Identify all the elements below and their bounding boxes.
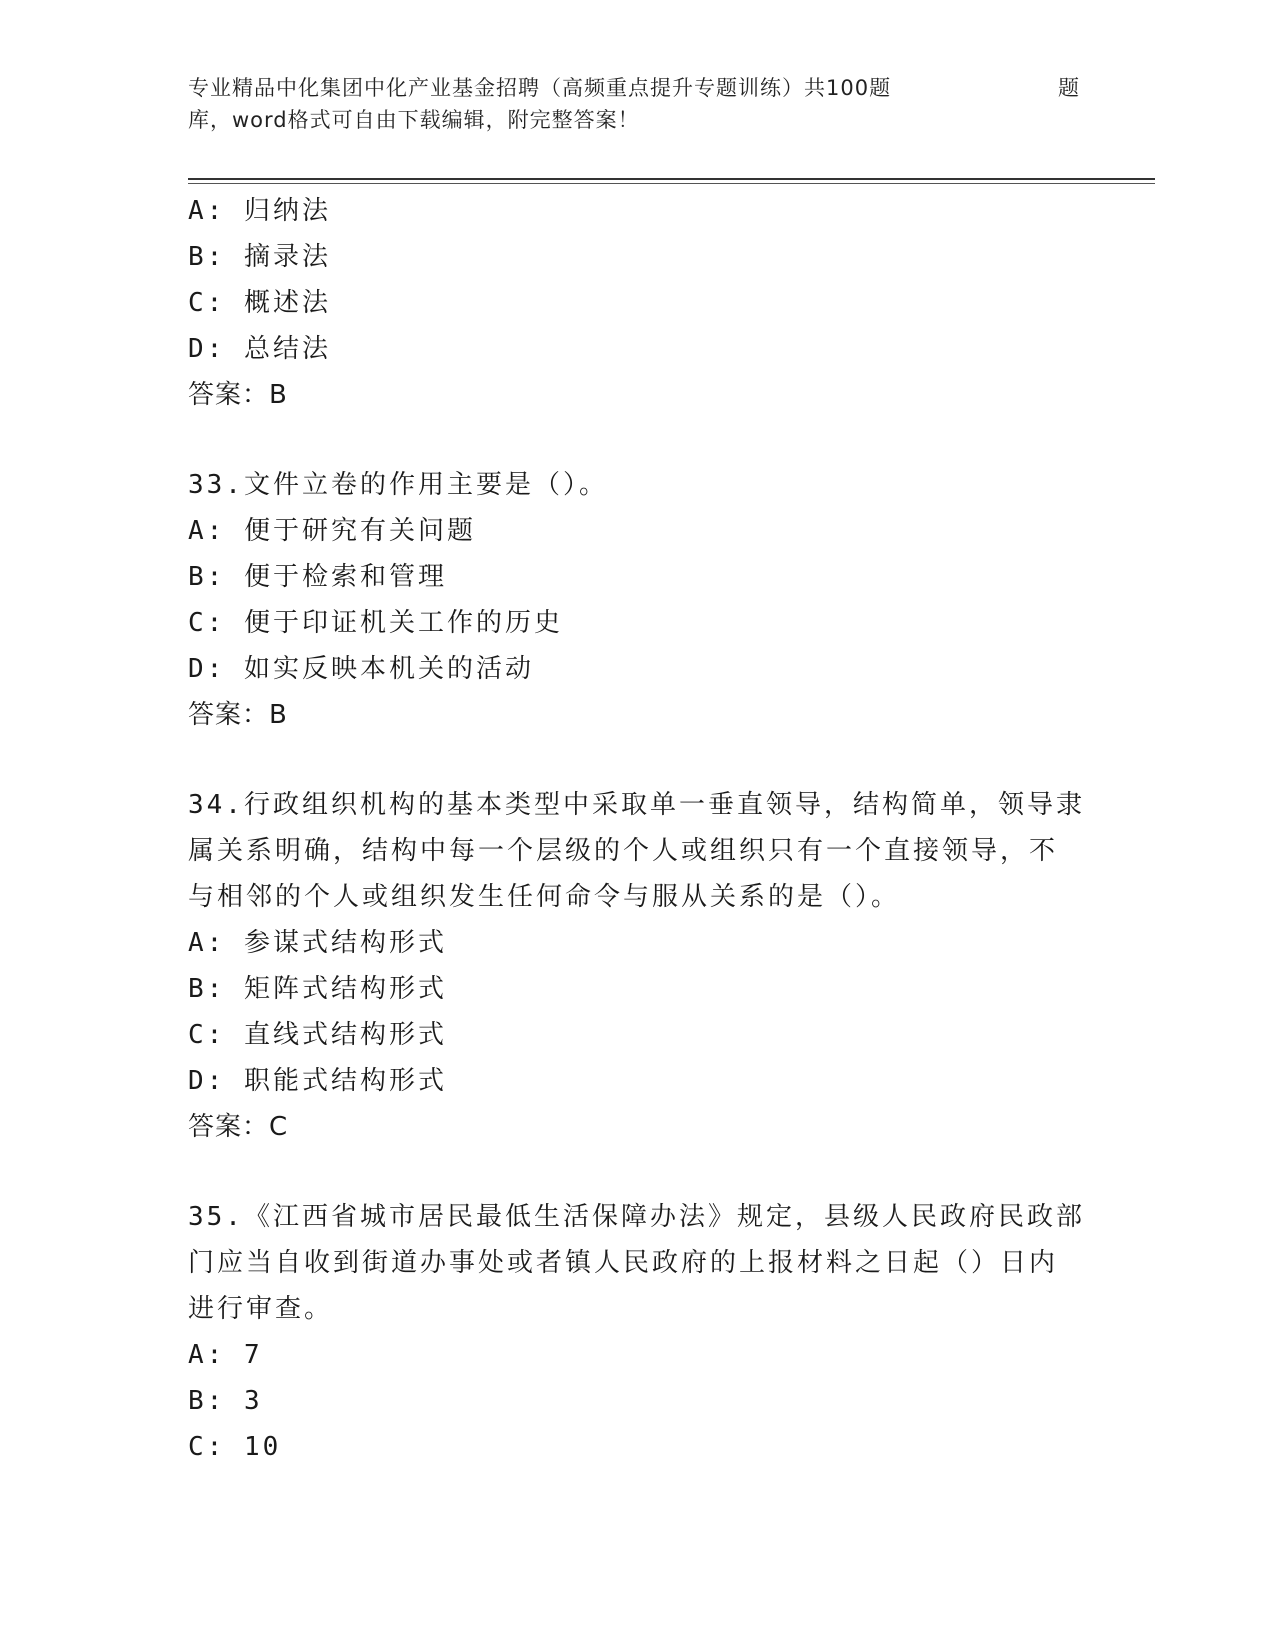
- answer-option: C: 概述法: [188, 288, 331, 318]
- question-stem-line: 属关系明确，结构中每一个层级的个人或组织只有一个直接领导，不: [188, 836, 1059, 866]
- question-spacer: [188, 418, 1088, 462]
- question-block: [188, 1194, 1088, 1470]
- answer-option: A: 归纳法: [188, 196, 331, 226]
- answer-option: D: 总结法: [188, 334, 331, 364]
- question-spacer: [188, 1150, 1088, 1194]
- header-title-line-1: [188, 72, 1088, 104]
- question-block: [188, 188, 1088, 418]
- answer-option: A: 参谋式结构形式: [188, 928, 447, 958]
- answer-option: A: 便于研究有关问题: [188, 516, 476, 546]
- question-stem-line: 33.文件立卷的作用主要是（）。: [188, 470, 608, 500]
- answer-option: B: 3: [188, 1386, 263, 1416]
- answer-key: 答案：C: [188, 1112, 289, 1142]
- header-title-trailing-char: 题: [1058, 76, 1080, 100]
- answer-option: B: 便于检索和管理: [188, 562, 447, 592]
- answer-option: D: 职能式结构形式: [188, 1066, 447, 1096]
- answer-option: D: 如实反映本机关的活动: [188, 654, 534, 684]
- question-stem-line: 与相邻的个人或组织发生任何命令与服从关系的是（）。: [188, 882, 901, 912]
- question-block: [188, 782, 1088, 1150]
- header-title-text: 专业精品中化集团中化产业基金招聘（高频重点提升专题训练）共100题: [188, 76, 892, 100]
- answer-option: C: 10: [188, 1432, 282, 1462]
- answer-option: C: 便于印证机关工作的历史: [188, 608, 563, 638]
- question-stem-line: 进行审查。: [188, 1294, 334, 1324]
- answer-option: B: 矩阵式结构形式: [188, 974, 447, 1004]
- answer-option: B: 摘录法: [188, 242, 331, 272]
- answer-option: C: 直线式结构形式: [188, 1020, 447, 1050]
- header-divider-thin: [188, 183, 1155, 184]
- header-title-line-2: 库，word格式可自由下载编辑，附完整答案！: [188, 108, 640, 132]
- question-stem-line: 34.行政组织机构的基本类型中采取单一垂直领导，结构简单，领导隶: [188, 790, 1085, 820]
- header-divider-thick: [188, 178, 1155, 180]
- question-stem-line: 35.《江西省城市居民最低生活保障办法》规定，县级人民政府民政部: [188, 1202, 1085, 1232]
- question-block: [188, 462, 1088, 738]
- answer-option: A: 7: [188, 1340, 263, 1370]
- answer-key: 答案：B: [188, 700, 288, 730]
- question-list: [188, 188, 1088, 1470]
- question-stem-line: 门应当自收到街道办事处或者镇人民政府的上报材料之日起（）日内: [188, 1248, 1059, 1278]
- document-header: [188, 72, 1088, 136]
- question-spacer: [188, 738, 1088, 782]
- answer-key: 答案：B: [188, 380, 288, 410]
